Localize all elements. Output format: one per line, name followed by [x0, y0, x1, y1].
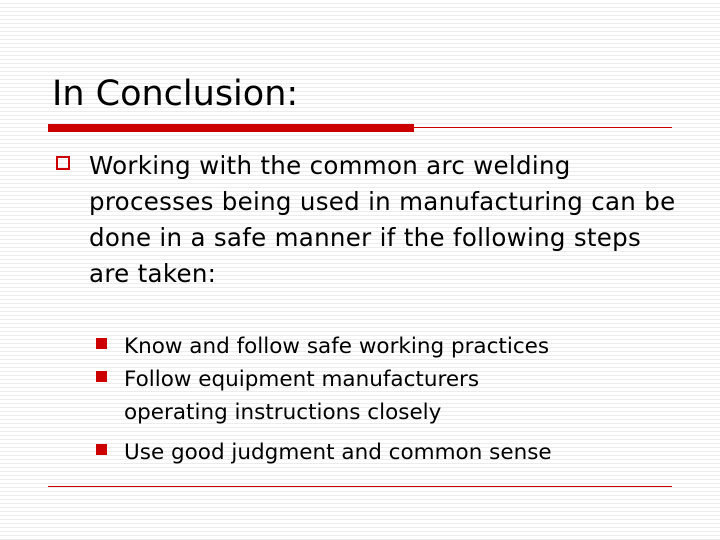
slide-title: In Conclusion: [52, 74, 299, 114]
filled-square-icon [96, 371, 107, 382]
title-underline-thick [48, 124, 414, 132]
filled-square-icon [96, 444, 107, 455]
title-underline-thin [414, 127, 672, 128]
sub-bullet-text: Know and follow safe working practices [124, 334, 550, 359]
main-bullet-text: Working with the common arc welding processes being used in manufacturing can be done in a safe manner if the following steps are taken: [89, 151, 676, 288]
hollow-square-icon [56, 156, 70, 170]
sub-bullet-text: Use good judgment and common sense [124, 440, 552, 465]
bottom-rule [48, 486, 672, 487]
sub-bullet-text: Follow equipment manufacturers operating instructions closely [124, 367, 480, 425]
filled-square-icon [96, 338, 107, 349]
